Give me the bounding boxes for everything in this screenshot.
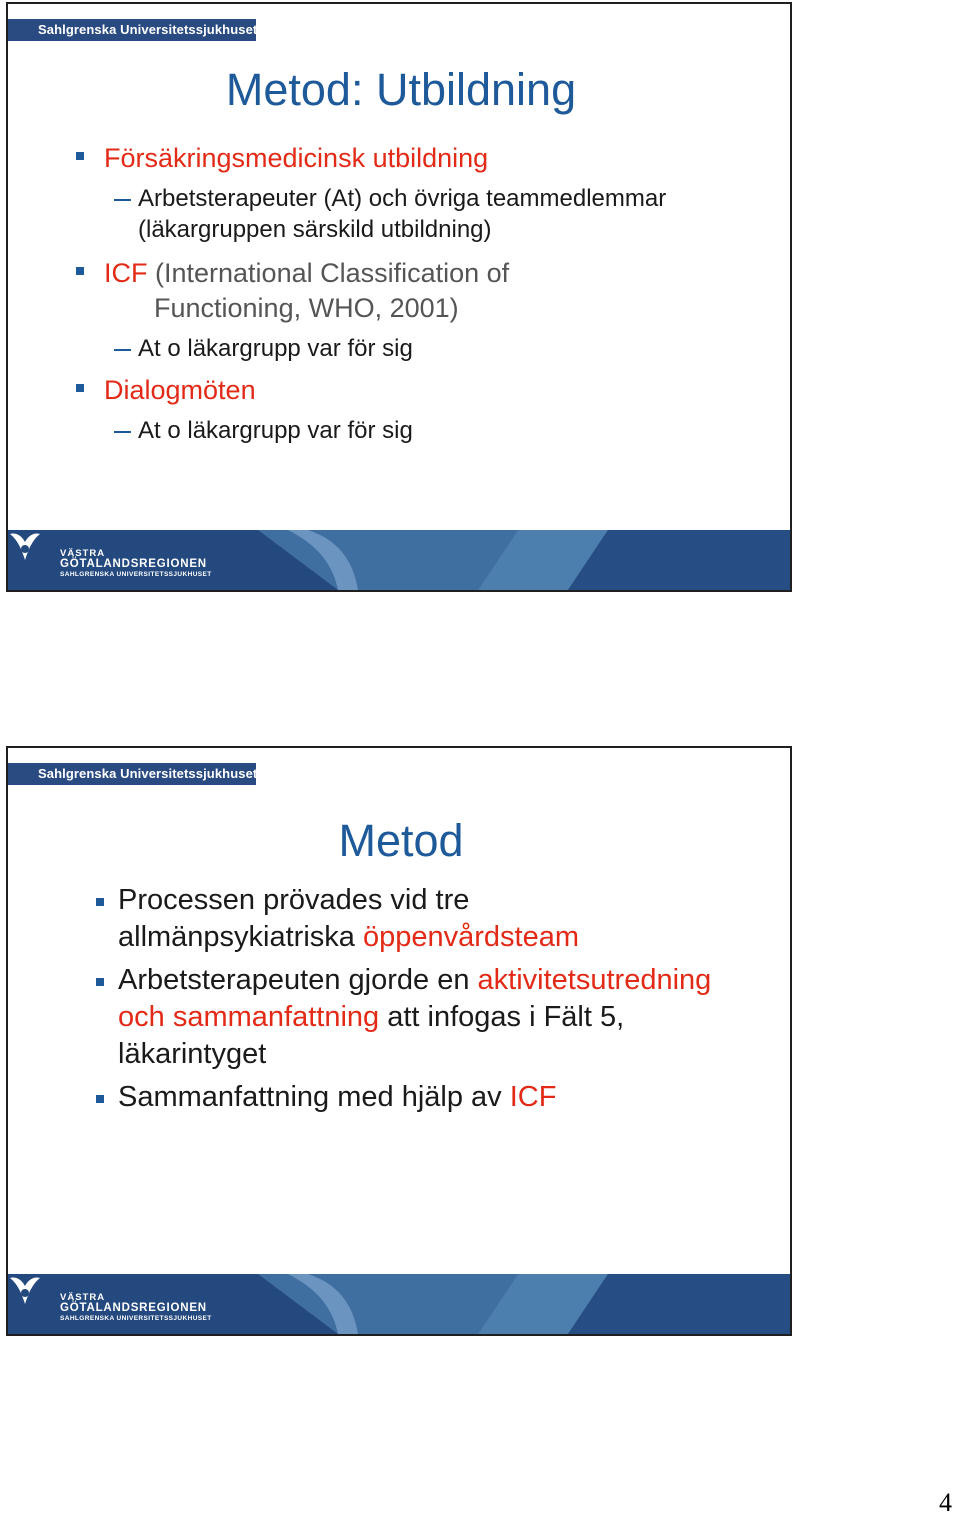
sub-bullet-text: At o läkargrupp var för sig xyxy=(138,335,413,362)
text-segment: allmänpsykiatriska xyxy=(118,921,363,953)
square-bullet-icon xyxy=(76,152,84,160)
text-segment: Sammanfattning med hjälp av xyxy=(118,1081,510,1113)
bullet-text xyxy=(104,257,509,289)
bullet-text-cont: läkarintyget xyxy=(118,1038,267,1070)
hospital-name-band: Sahlgrenska Universitetssjukhuset xyxy=(8,19,256,41)
slide-2 xyxy=(6,746,792,1336)
sub-bullet-text: At o läkargrupp var för sig xyxy=(138,417,413,444)
text-highlight: och sammanfattning xyxy=(118,1001,380,1033)
icf-highlight: ICF xyxy=(104,258,148,288)
text-segment: Arbetsterapeuten gjorde en xyxy=(118,964,478,996)
logo-text-line1: VÄSTRA xyxy=(60,548,106,559)
square-bullet-icon xyxy=(96,978,104,986)
bullet-text: Försäkringsmedicinsk utbildning xyxy=(104,143,489,173)
hospital-name-band: Sahlgrenska Universitetssjukhuset xyxy=(8,763,256,785)
square-bullet-icon xyxy=(96,898,104,906)
logo-text-line2: GÖTALANDSREGIONEN xyxy=(60,558,207,570)
sub-bullet-text-cont: (läkargruppen särskild utbildning) xyxy=(138,216,492,243)
logo-text-line3: SAHLGRENSKA UNIVERSITETSSJUKHUSET xyxy=(60,571,212,578)
slide-title: Metod: Utbildning xyxy=(225,64,577,115)
logo-text-line2: GÖTALANDSREGIONEN xyxy=(60,1302,207,1314)
bullet-text xyxy=(118,1079,556,1115)
logo-text-line3: SAHLGRENSKA UNIVERSITETSSJUKHUSET xyxy=(60,1315,212,1322)
sub-bullet-text: Arbetsterapeuter (At) och övriga teammedlemmar xyxy=(138,185,667,212)
text-highlight: aktivitetsutredning xyxy=(477,964,712,996)
bullet-text: Processen prövades vid tre xyxy=(118,884,470,916)
logo-text-line1: VÄSTRA xyxy=(60,1292,106,1303)
footer-band xyxy=(8,1274,792,1334)
text-segment: att infogas i Fält 5, xyxy=(379,1001,625,1033)
bullet-text: Dialogmöten xyxy=(104,375,256,405)
vgr-logo-icon xyxy=(8,530,42,564)
slide-1 xyxy=(6,2,792,592)
bullet-text-rest: (International Classification of xyxy=(147,258,510,288)
footer-band xyxy=(8,530,792,590)
dash-bullet-icon xyxy=(114,431,131,433)
dash-bullet-icon xyxy=(114,199,131,201)
bullet-text xyxy=(118,962,711,998)
square-bullet-icon xyxy=(96,1095,104,1103)
text-highlight: öppenvårdsteam xyxy=(362,921,580,953)
page-number: 4 xyxy=(939,1488,952,1517)
bullet-text-cont xyxy=(118,999,624,1035)
bullet-text-cont xyxy=(118,919,579,955)
text-highlight: ICF xyxy=(509,1081,557,1113)
vgr-logo-icon xyxy=(8,1274,42,1308)
square-bullet-icon xyxy=(76,384,84,392)
slide-title: Metod xyxy=(338,815,464,866)
square-bullet-icon xyxy=(76,267,84,275)
bullet-text-cont: Functioning, WHO, 2001) xyxy=(154,293,459,323)
dash-bullet-icon xyxy=(114,349,131,351)
